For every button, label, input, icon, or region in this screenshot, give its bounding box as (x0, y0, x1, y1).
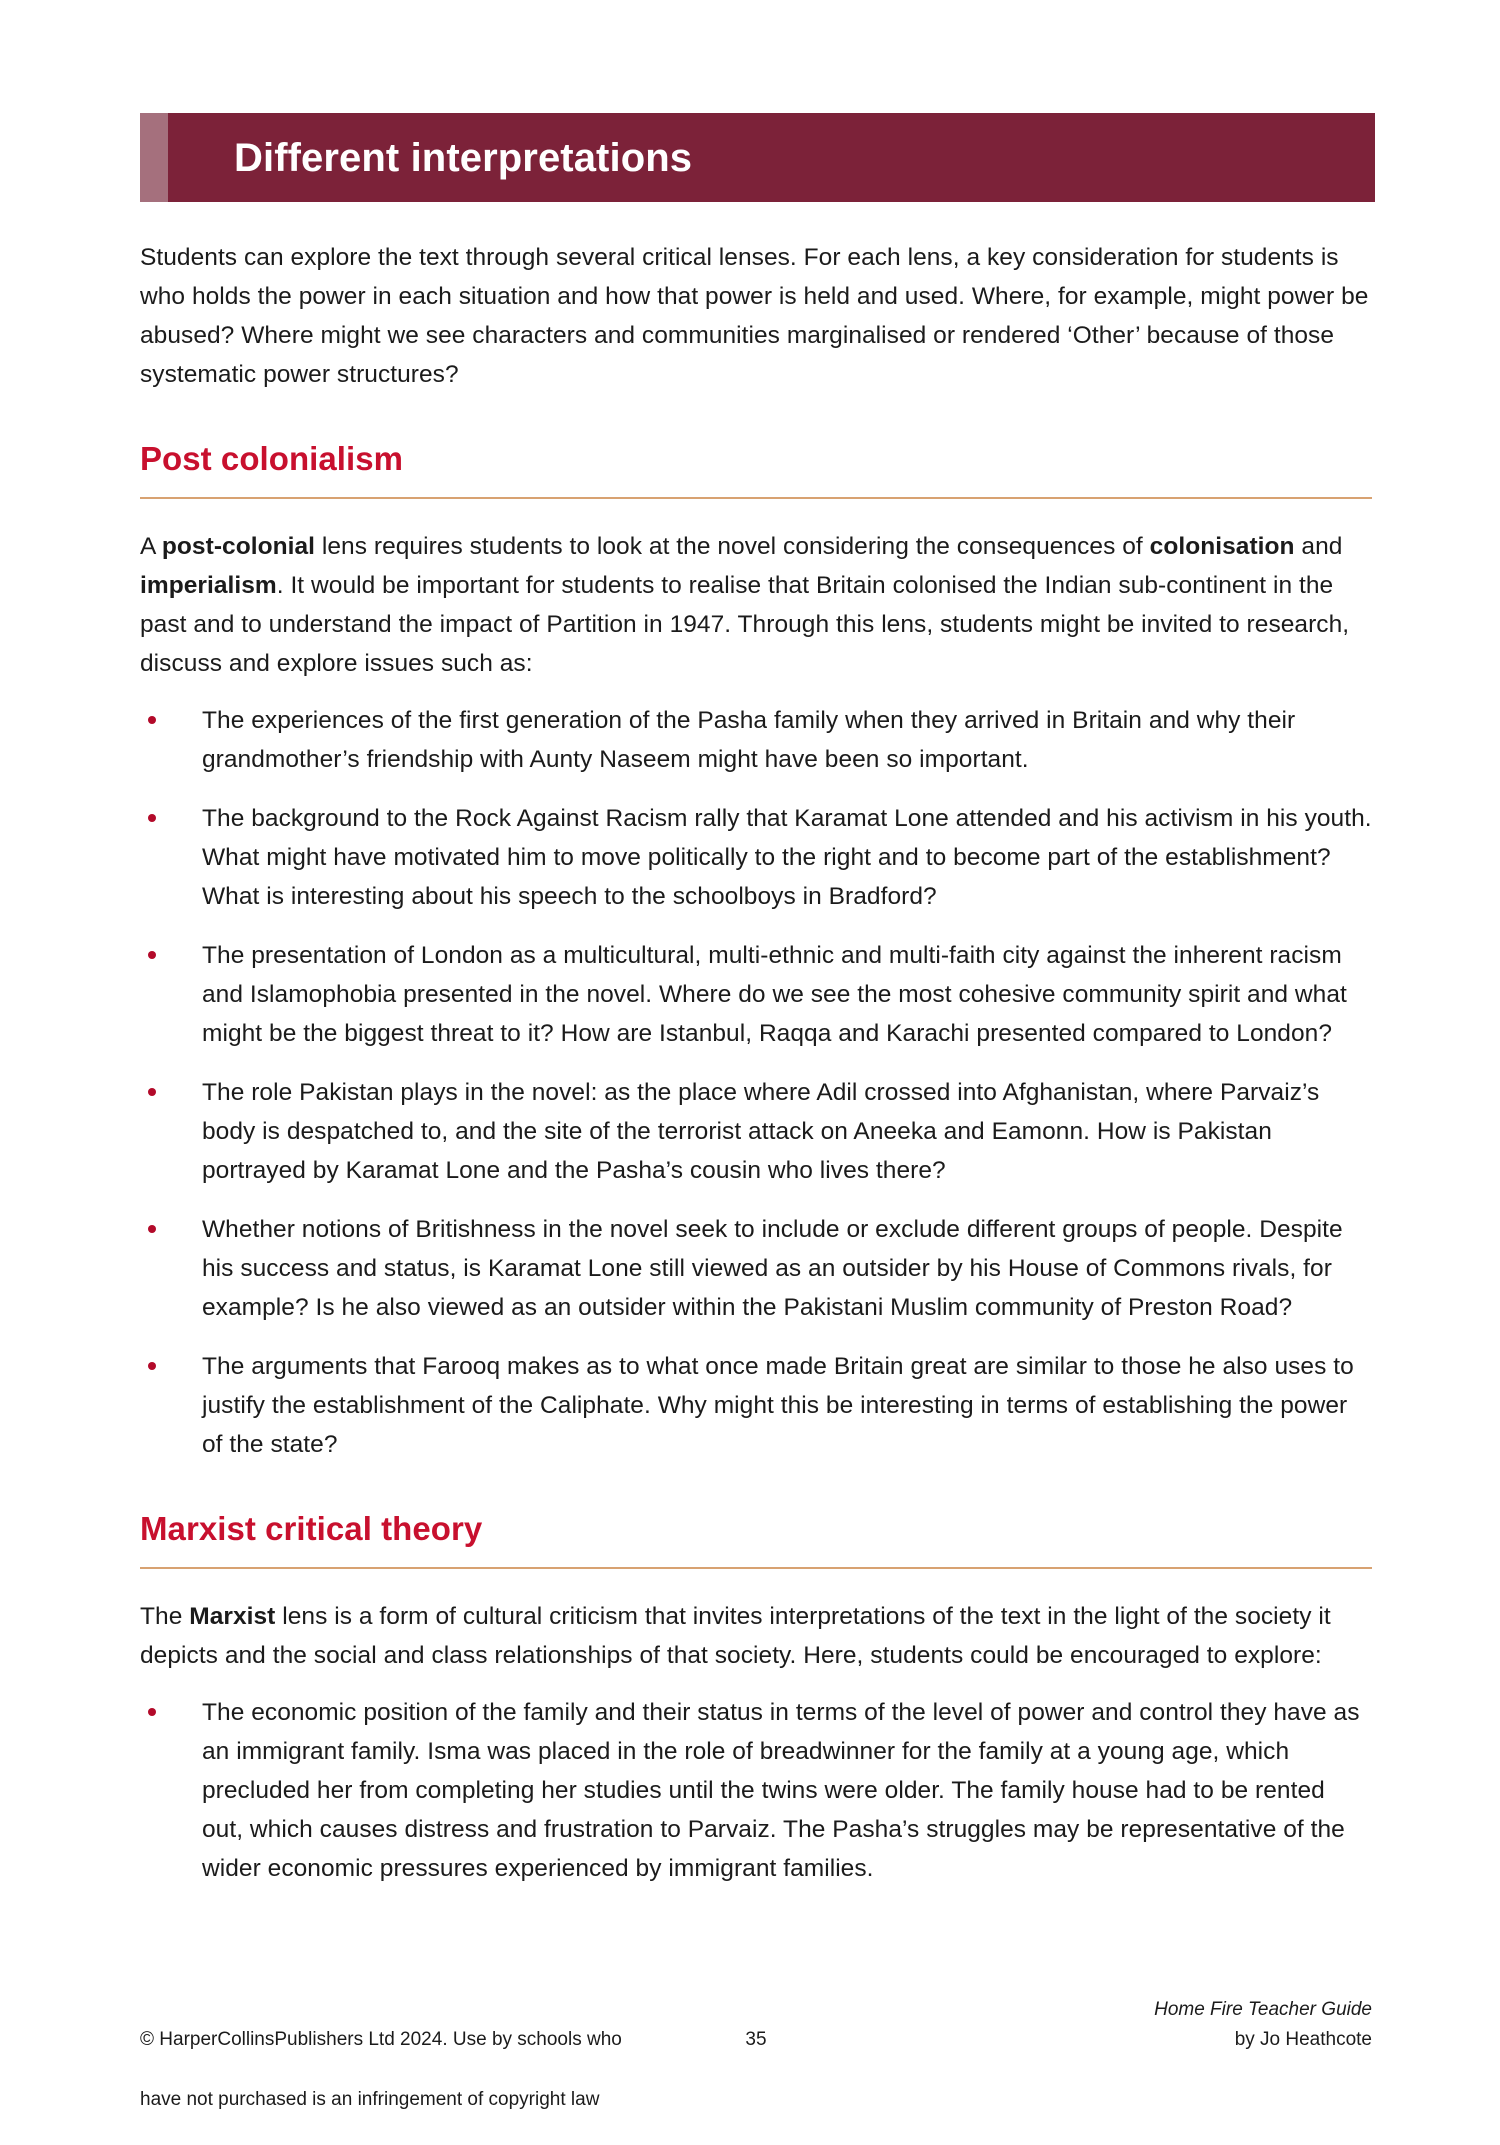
list-item (140, 1347, 1372, 1464)
section-heading-marxist-critical-theory: Marxist critical theory (140, 1509, 483, 1547)
bullet-dot-icon (148, 951, 156, 959)
bullet-list-marxist (140, 1693, 1372, 1888)
footer-guide-title: Home Fire Teacher Guide (1154, 1999, 1372, 2020)
list-item-text: The background to the Rock Against Racism rally that Karamat Lone attended and his activism in his youth. What might have motivated him to move politically to the right and to become part of the establishment? What is interesting about his speech to the schoolboys in Bradford? (202, 804, 1372, 910)
section-post-colonialism (140, 440, 1372, 1464)
intro-paragraph: Students can explore the text through several critical lenses. For each lens, a key consideration for students is who holds the power in each situation and how that power is held and used. Where, for example, might power be abused? Where might we see characters and communities marginalised or rendered ‘Other’ because of those systematic power structures? (140, 244, 1369, 388)
header-band (168, 113, 1375, 202)
list-item-text: The experiences of the first generation of the Pasha family when they arrived in Britain and why their grandmother’s friendship with Aunty Naseem might have been so important. (202, 706, 1296, 773)
bullet-dot-icon (148, 1088, 156, 1096)
header-accent-stripe (140, 113, 168, 202)
bullet-dot-icon (148, 1708, 156, 1716)
section-intro-paragraph: A post-colonial lens requires students to look at the novel considering the consequences of colonisation and imperialism. It would be important for students to realise that Britain colonised the Indian sub-continent in the past and to understand the impact of Partition in 1947. Through this lens, students might be invited to research, discuss and explore issues such as: (140, 532, 1350, 677)
list-item-text: The presentation of London as a multicultural, multi-ethnic and multi-faith city against the inherent racism and Islamophobia presented in the novel. Where do we see the most cohesive community spirit and what might be the biggest threat to it? How are Istanbul, Raqqa and Karachi presented compared to London? (202, 941, 1347, 1047)
list-item (140, 936, 1372, 1053)
list-item-text: Whether notions of Britishness in the novel seek to include or exclude different groups of people. Despite his success and status, is Karamat Lone still viewed as an outsider by his House of Commons rivals, for example? Is he also viewed as an outsider within the Pakistani Muslim community of Preston Road? (202, 1215, 1343, 1321)
page-title: Different interpretations (234, 135, 693, 180)
bullet-dot-icon (148, 1362, 156, 1370)
section-divider-rule (140, 497, 1372, 499)
bullet-dot-icon (148, 814, 156, 822)
list-item (140, 799, 1372, 916)
bullet-list-post-colonialism (140, 701, 1372, 1464)
footer-guide-credit (1154, 1995, 1372, 2055)
section-heading-post-colonialism: Post colonialism (140, 440, 404, 477)
page-footer (140, 1995, 1372, 2145)
bullet-dot-icon (148, 1225, 156, 1233)
footer-copyright-line-2: have not purchased is an infringement of copyright law (140, 2089, 600, 2110)
list-item-text: The economic position of the family and their status in terms of the level of power and control they have as an immigrant family. Isma was placed in the role of breadwinner for the family at a young age, which precluded her from completing her studies until the twins were older. The family house had to be rented out, which causes distress and frustration to Parvaiz. The Pasha’s struggles may be representative of the wider economic pressures experienced by immigrant families. (202, 1698, 1360, 1882)
bullet-dot-icon (148, 716, 156, 724)
footer-author: by Jo Heathcote (1234, 2029, 1372, 2050)
footer-copyright-line-1: © HarperCollinsPublishers Ltd 2024. Use by schools who (140, 2029, 622, 2050)
list-item (140, 701, 1372, 779)
footer-copyright (140, 1995, 622, 2145)
page-number: 35 (745, 2029, 767, 2050)
list-item (140, 1210, 1372, 1327)
section-divider-rule (140, 1567, 1372, 1569)
list-item-text: The role Pakistan plays in the novel: as the place where Adil crossed into Afghanistan, where Parvaiz’s body is despatched to, and the site of the terrorist attack on Aneeka and Eamonn. How is Pakistan portrayed by Karamat Lone and the Pasha’s cousin who lives there? (202, 1078, 1320, 1184)
list-item (140, 1073, 1372, 1190)
list-item-text: The arguments that Farooq makes as to what once made Britain great are similar to those he also uses to justify the establishment of the Caliphate. Why might this be interesting in terms of establishing the power of the state? (202, 1352, 1354, 1458)
page-header-banner (140, 113, 1375, 202)
section-intro-paragraph: The Marxist lens is a form of cultural criticism that invites interpretations of the text in the light of the society it depicts and the social and class relationships of that society. Here, students could be encouraged to explore: (140, 1602, 1331, 1669)
list-item (140, 1693, 1372, 1888)
document-content (140, 238, 1372, 1888)
section-marxist-critical-theory (140, 1510, 1372, 1888)
